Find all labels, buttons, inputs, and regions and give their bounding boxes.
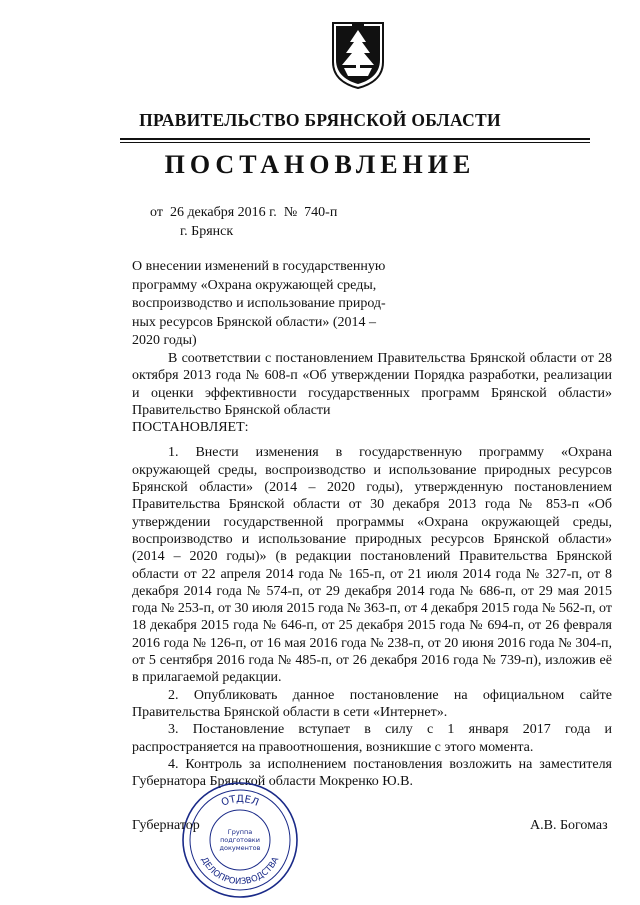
document-subject bbox=[132, 258, 432, 351]
item-1-paragraph: 1. Внести изменения в государственную программу «Охрана окружающей среды, воспроизводство и использование природных ресурсов Брянской области» (2014 – 2020 годы), утвержденную постановлением Правительства Брянской области от 30 декабря 2013 года № 853-п «Об утверждении государственной программы «Охрана окружающей среды, воспроизводство и использование природных ресурсов Брянской области» (2014 – 2020 годы)» (в редакции постановлений Правительства Брянской области от 22 апреля 2014 года № 165-п, от 21 июля 2014 года № 327-п, от 8 декабря 2014 года № 574-п, от 29 декабря 2014 года № 686-п, от 29 мая 2015 года № 253-п, от 30 июля 2015 года № 363-п, от 4 декабря 2015 года № 562-п, от 18 декабря 2015 года № 646-п, от 25 декабря 2015 года № 694-п, от 26 февраля 2016 года № 126-п, от 16 мая 2016 года № 238-п, от 20 июня 2016 года № 304-п, от 5 сентября 2016 года № 485-п, от 26 декабря 2016 года № 739-п), изложив её в прилагаемой редакции. bbox=[132, 445, 612, 686]
document-date: 26 декабря 2016 г. bbox=[169, 205, 277, 220]
official-stamp bbox=[180, 780, 300, 900]
svg-text:ДЕЛОПРОИЗВОДСТВА bbox=[199, 855, 282, 887]
item-2-paragraph: 2. Опубликовать данное постановление на официальном сайте Правительства Брянской области в сети «Интернет». bbox=[132, 687, 612, 720]
subject-line: ных ресурсов Брянской области» (2014 – bbox=[132, 314, 377, 330]
number-sign: № bbox=[283, 205, 298, 220]
subject-line: воспроизводство и использование природ- bbox=[132, 296, 386, 311]
header-rule-thick bbox=[120, 138, 590, 140]
stamp-line-2: подготовки bbox=[220, 836, 260, 844]
signatory-position: Губернатор bbox=[132, 818, 200, 833]
preamble-paragraph: В соответствии с постановлением Правительства Брянской области от 28 октября 2013 года № 608-п «Об утверждении Порядка разработки, реализации и оценки эффективности государственных программ Брянской области» Правительство Брянской области bbox=[132, 351, 612, 418]
document-body bbox=[132, 350, 612, 790]
document-number: 740-п bbox=[304, 205, 338, 220]
subject-line: 2020 годы) bbox=[132, 333, 197, 348]
stamp-top-text: ОТДЕЛ bbox=[219, 793, 261, 809]
item-3-paragraph: 3. Постановление вступает в силу с 1 января 2017 года и распространяется на правоотношения, возникшие с этого момента. bbox=[132, 722, 612, 755]
subject-line: О внесении изменений в государственную bbox=[132, 259, 386, 274]
document-type-title: ПОСТАНОВЛЕНИЕ bbox=[164, 150, 476, 179]
coat-of-arms-emblem bbox=[330, 20, 386, 90]
document-city: г. Брянск bbox=[180, 224, 234, 239]
item-4-paragraph: 4. Контроль за исполнением постановления возложить на заместителя Губернатора Брянской области Мокренко Ю.В. bbox=[132, 756, 612, 790]
date-number-line bbox=[150, 205, 337, 221]
resolves-heading: ПОСТАНОВЛЯЕТ: bbox=[132, 420, 249, 436]
signatory-name: А.В. Богомаз bbox=[530, 818, 608, 833]
subject-line: программу «Охрана окружающей среды, bbox=[132, 277, 377, 293]
stamp-line-3: документов bbox=[219, 844, 261, 852]
stamp-line-1: Группа bbox=[227, 828, 253, 836]
svg-text:ОТДЕЛ bbox=[220, 794, 260, 809]
organization-name: ПРАВИТЕЛЬСТВО БРЯНСКОЙ ОБЛАСТИ bbox=[139, 110, 501, 130]
stamp-bottom-text: ДЕЛОПРОИЗВОДСТВА bbox=[198, 855, 282, 888]
header-rule-thin bbox=[120, 142, 590, 143]
date-prefix: от bbox=[150, 205, 163, 220]
